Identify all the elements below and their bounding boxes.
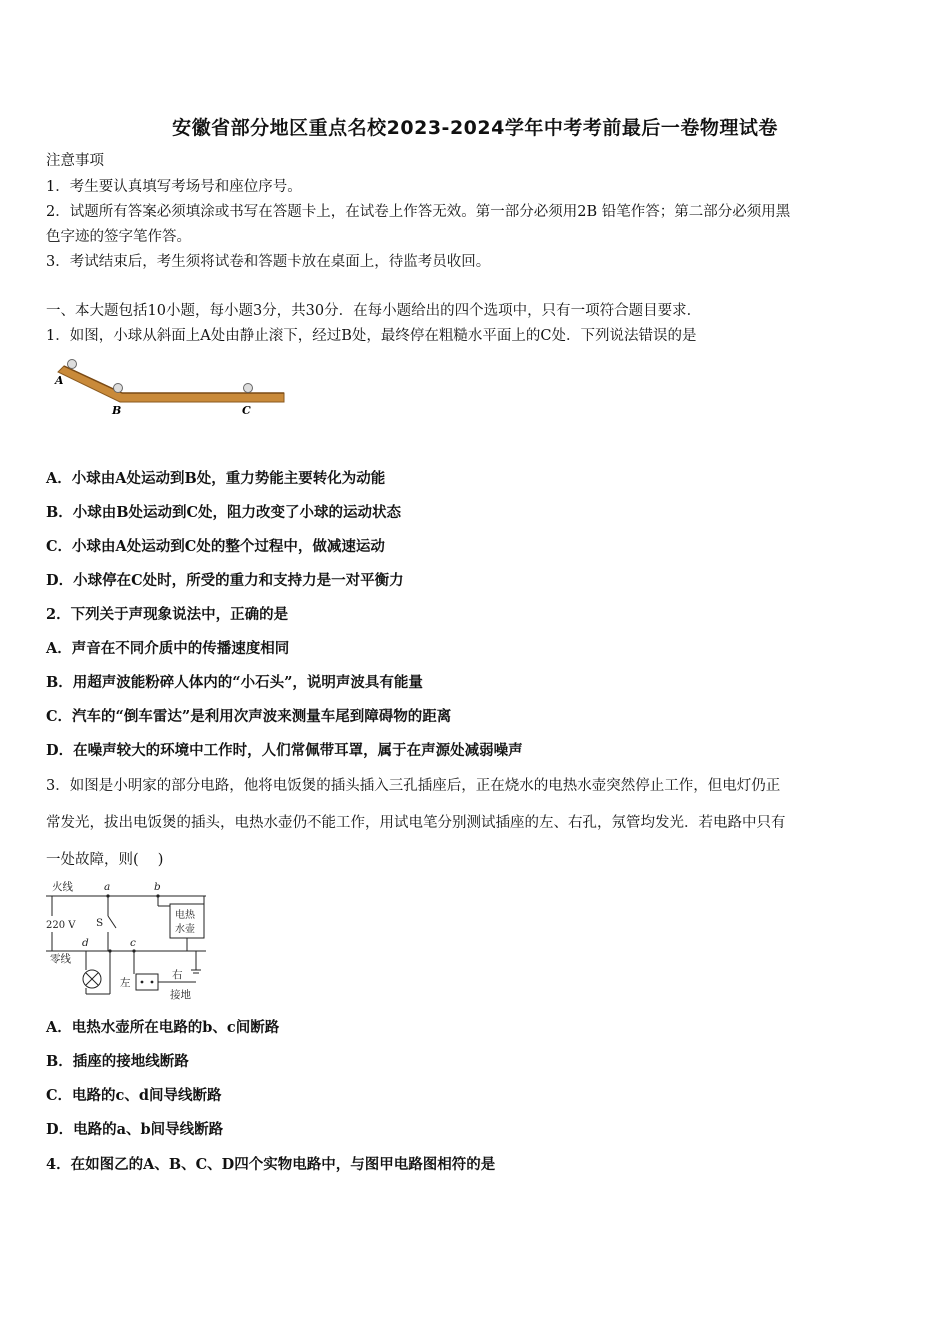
question-stem: 3．如图是小明家的部分电路，他将电饭煲的插头插入三孔插座后，正在烧水的电热水壶突然停止工作，但电灯仍正 xyxy=(46,778,781,794)
option: C．电路的c、d间导线断路 xyxy=(46,1087,222,1104)
ball-b xyxy=(114,384,123,393)
ball-c xyxy=(244,384,253,393)
label-b: B xyxy=(112,404,122,417)
option: D．电路的a、b间导线断路 xyxy=(46,1121,224,1138)
ground-label: 接地 xyxy=(170,989,191,1001)
point-a-label: a xyxy=(104,881,111,893)
incline-figure xyxy=(52,356,288,418)
notice-item: 2．试题所有答案必须填涂或书写在答题卡上，在试卷上作答无效。第一部分必须用2B 铅笔作答；第二部分必须用黑 xyxy=(46,204,791,220)
circuit-figure xyxy=(46,878,218,1004)
label-c: C xyxy=(242,404,251,417)
page-title: 安徽省部分地区重点名校2023-2024学年中考考前最后一卷物理试卷 xyxy=(172,117,778,139)
question-stem: 一处故障，则( ) xyxy=(46,852,164,868)
notice-item: 1．考生要认真填写考场号和座位序号。 xyxy=(46,179,302,195)
option: A．小球由A处运动到B处，重力势能主要转化为动能 xyxy=(46,470,386,487)
question-stem: 常发光，拔出电饭煲的插头，电热水壶仍不能工作，用试电笔分别测试插座的左、右孔，氖管均发光．若电路中只有 xyxy=(46,815,786,831)
option: D．在噪声较大的环境中工作时，人们常佩带耳罩，属于在声源处减弱噪声 xyxy=(46,742,523,759)
point-c-label: c xyxy=(130,937,136,949)
option: A．电热水壶所在电路的b、c间断路 xyxy=(46,1019,280,1036)
option: C．汽车的“倒车雷达”是利用次声波来测量车尾到障碍物的距离 xyxy=(46,708,452,725)
label-a: A xyxy=(55,374,64,387)
notice-item: 色字迹的签字笔作答。 xyxy=(46,229,191,245)
socket-left-label: 左 xyxy=(120,977,131,989)
option: D．小球停在C处时，所受的重力和支持力是一对平衡力 xyxy=(46,572,404,589)
point-d-label: d xyxy=(82,937,89,949)
option: B．插座的接地线断路 xyxy=(46,1053,189,1070)
question-stem: 4．在如图乙的A、B、C、D四个实物电路中，与图甲电路图相符的是 xyxy=(46,1156,496,1173)
question-stem: 2．下列关于声现象说法中，正确的是 xyxy=(46,606,289,623)
switch-label: S xyxy=(96,917,104,929)
notice-item: 3．考试结束后，考生须将试卷和答题卡放在桌面上，待监考员收回。 xyxy=(46,254,491,270)
live-label: 火线 xyxy=(52,881,73,893)
notice-heading: 注意事项 xyxy=(46,153,104,169)
option: B．用超声波能粉碎人体内的“小石头”，说明声波具有能量 xyxy=(46,674,423,691)
socket-right-label: 右 xyxy=(172,969,183,981)
point-b-label: b xyxy=(154,881,161,893)
kettle-label: 水壶 xyxy=(175,924,195,935)
section-heading: 一、本大题包括10小题，每小题3分，共30分．在每小题给出的四个选项中，只有一项符合题目要求． xyxy=(46,303,702,319)
question-stem: 1．如图，小球从斜面上A处由静止滚下，经过B处，最终停在粗糙水平面上的C处．下列说法错误的是 xyxy=(46,328,697,344)
option: B．小球由B处运动到C处，阻力改变了小球的运动状态 xyxy=(46,504,402,521)
ball-a xyxy=(68,360,77,369)
option: C．小球由A处运动到C处的整个过程中，做减速运动 xyxy=(46,538,385,555)
neutral-label: 零线 xyxy=(50,953,71,965)
kettle-label: 电热 xyxy=(175,910,195,921)
voltage-label: 220 V xyxy=(46,920,76,931)
option: A．声音在不同介质中的传播速度相同 xyxy=(46,640,290,657)
